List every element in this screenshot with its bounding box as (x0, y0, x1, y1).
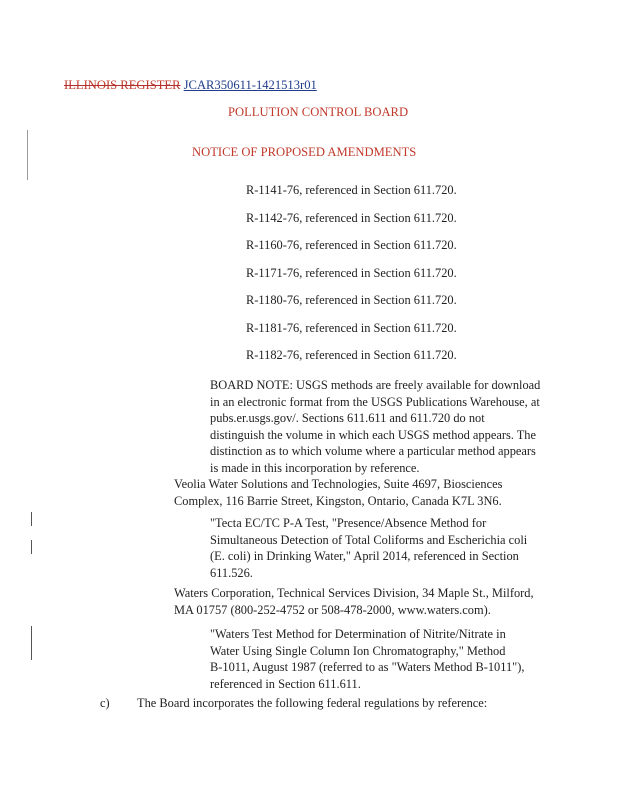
board-note-line: in an electronic format from the USGS Publications Warehouse, at (210, 394, 540, 409)
change-bar (31, 626, 32, 660)
tecta-line: Simultaneous Detection of Total Coliforms and Escherichia coli (210, 532, 528, 547)
change-bar (31, 512, 32, 526)
reference-item: R-1141-76, referenced in Section 611.720. (246, 183, 457, 197)
notice-title: NOTICE OF PROPOSED AMENDMENTS (192, 145, 417, 159)
register-header (64, 78, 317, 93)
board-note-line: is made in this incorporation by reference. (210, 460, 420, 475)
waters-method-line: Water Using Single Column Ion Chromatography," Method (210, 643, 506, 658)
veolia-line: Complex, 116 Barrie Street, Kingston, Ontario, Canada K7L 3N6. (174, 493, 502, 508)
veolia-line: Veolia Water Solutions and Technologies, Suite 4697, Biosciences (174, 477, 503, 491)
board-note-line: distinguish the volume in which each USGS method appears. The (210, 427, 537, 442)
board-note-line: distinction as to which volume where a particular method appears (210, 444, 536, 459)
waters-line: MA 01757 (800-252-4752 or 508-478-2000, www.waters.com). (174, 602, 491, 617)
veolia-address (174, 476, 554, 509)
tecta-line: 611.526. (210, 565, 253, 580)
reference-item: R-1180-76, referenced in Section 611.720. (246, 293, 457, 307)
reference-item: R-1160-76, referenced in Section 611.720. (246, 238, 457, 252)
subsection-text: The Board incorporates the following federal regulations by reference: (137, 696, 488, 710)
reference-item: R-1142-76, referenced in Section 611.720. (246, 211, 457, 225)
reference-item: R-1182-76, referenced in Section 611.720. (246, 348, 457, 362)
waters-method-line: referenced in Section 611.611. (210, 676, 361, 691)
waters-method-line: "Waters Test Method for Determination of Nitrite/Nitrate in (210, 627, 506, 641)
scan-edge-mark (27, 130, 28, 180)
waters-method-reference (210, 626, 550, 692)
tecta-line: (E. coli) in Drinking Water," April 2014, referenced in Section (210, 549, 519, 564)
waters-line: Waters Corporation, Technical Services Division, 34 Maple St., Milford, (174, 586, 534, 600)
board-note-line: BOARD NOTE: USGS methods are freely available for download (210, 378, 541, 392)
register-title-struck: ILLINOIS REGISTER (64, 78, 181, 92)
change-bar (31, 540, 32, 554)
waters-address (174, 585, 564, 618)
board-note-line: pubs.er.usgs.gov/. Sections 611.611 and 611.720 do not (210, 411, 485, 426)
waters-method-line: B-1011, August 1987 (referred to as "Waters Method B-1011"), (210, 660, 525, 675)
register-id: JCAR350611-1421513r01 (183, 78, 317, 92)
agency-title: POLLUTION CONTROL BOARD (228, 105, 409, 119)
reference-item: R-1181-76, referenced in Section 611.720. (246, 321, 457, 335)
tecta-line: "Tecta EC/TC P-A Test, "Presence/Absence Method for (210, 516, 487, 530)
tecta-reference (210, 515, 550, 581)
board-note (210, 377, 550, 477)
subsection-label: c) (100, 696, 110, 710)
reference-item: R-1171-76, referenced in Section 611.720. (246, 266, 457, 280)
